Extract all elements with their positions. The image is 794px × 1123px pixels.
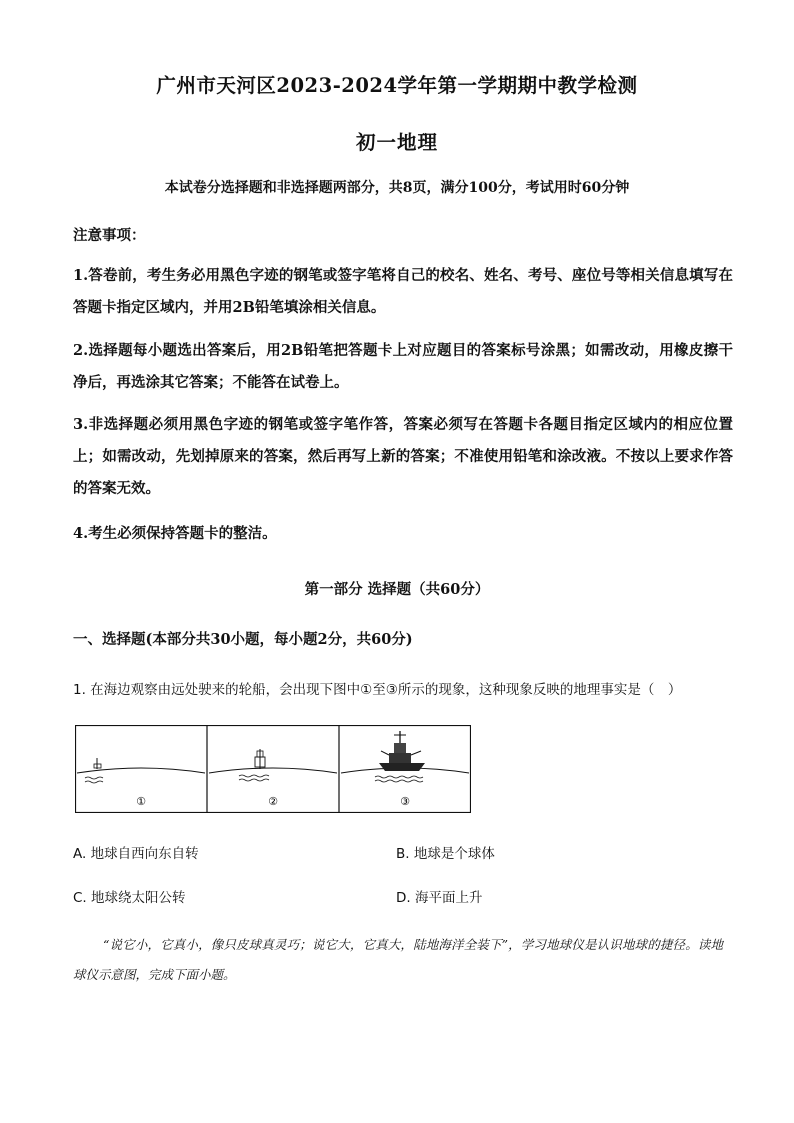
note-item-3: 3.非选择题必须用黑色字迹的钢笔或签字笔作答，答案必须写在答题卡各题目指定区域内的相应位置上；如需改动，先划掉原来的答案，然后再写上新的答案；不准使用铅笔和涂改液。不按以上要求作答的答案无效。 [73,416,733,497]
note-item-1: 1.答卷前，考生务必用黑色字迹的钢笔或签字笔将自己的校名、姓名、考号、座位号等相关信息填写在答题卡指定区域内，并用2B铅笔填涂相关信息。 [73,267,733,316]
note-item-2: 2.选择题每小题选出答案后，用2B铅笔把答题卡上对应题目的答案标号涂黑；如需改动，用橡皮擦干净后，再选涂其它答案；不能答在试卷上。 [73,342,733,391]
notes-heading: 注意事项： [73,227,146,244]
section-one-heading: 一、选择题(本部分共30小题，每小题2分，共60分) [73,631,413,648]
exam-subject: 初一地理 [355,131,438,154]
exam-intro: 本试卷分选择题和非选择题两部分，共8页，满分100分，考试用时60分钟 [164,180,630,196]
globe-passage: “说它小，它真小，像只皮球真灵巧；说它大，它真大，陆地海洋全装下”，学习地球仪是认识地球的捷径。读地球仪示意图，完成下面小题。 [73,937,723,982]
panel-1-label: ① [136,795,146,808]
exam-title: 广州市天河区2023-2024学年第一学期期中教学检测 [156,74,638,97]
option-d: D. 海平面上升 [396,890,483,906]
note-item-4: 4.考生必须保持答题卡的整洁。 [73,525,277,542]
panel-3-label: ③ [400,795,410,808]
part-one-heading: 第一部分 选择题（共60分） [304,581,490,598]
option-c: C. 地球绕太阳公转 [73,890,186,906]
option-a: A. 地球自西向东自转 [73,846,199,862]
option-b: B. 地球是个球体 [396,846,495,862]
ship-horizon-figure [75,725,471,813]
panel-2-label: ② [268,795,278,808]
question-1-stem: 1. 在海边观察由远处驶来的轮船，会出现下图中①至③所示的现象，这种现象反映的地理事实是（ ） [73,682,682,698]
